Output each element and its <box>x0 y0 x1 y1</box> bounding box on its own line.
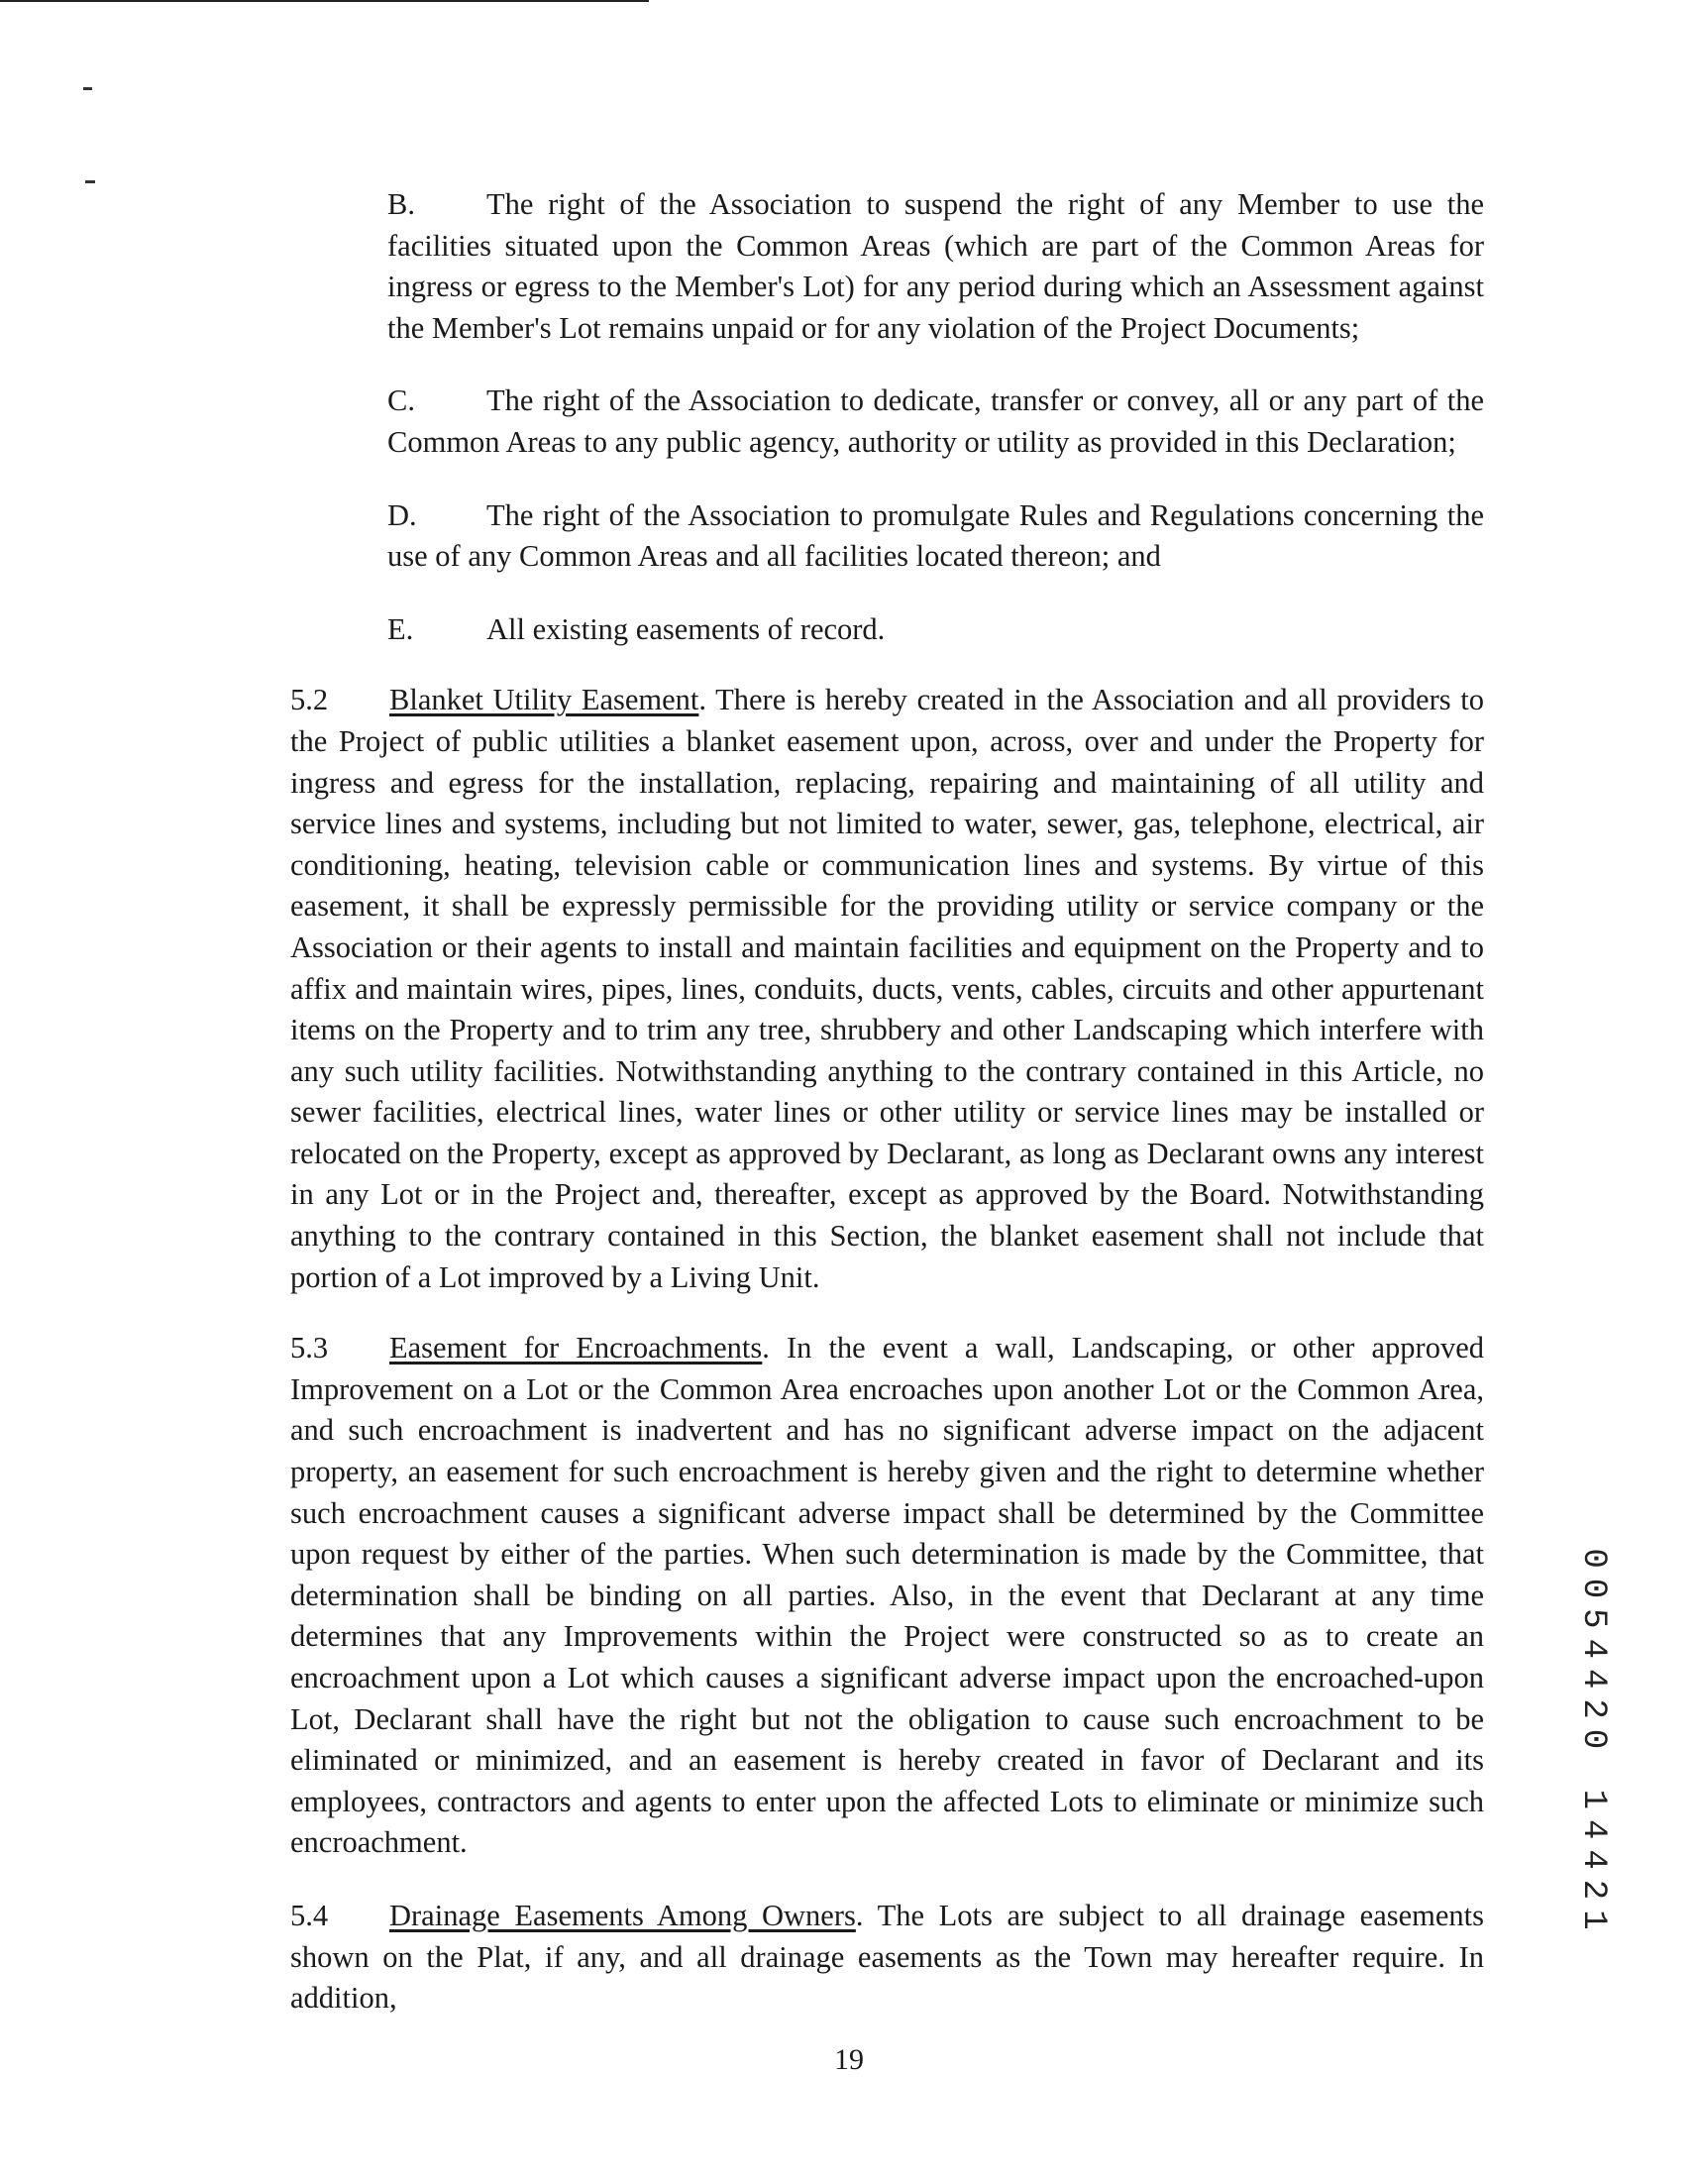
top-scan-rule <box>0 0 649 2</box>
paragraph-text: The right of the Association to promulgate Rules and Regulations concerning the use of any Common Areas and all facilities located thereon; and <box>387 497 1484 574</box>
paragraph-label: E. <box>387 611 414 646</box>
document-number-stamp: 0054420 14421 <box>1574 1548 1612 1940</box>
section-text: . In the event a wall, Landscaping, or other approved Improvement on a Lot or the Common Area encroaches upon another Lot or the Common Area, and such encroachment is inadvertent and has no significant adverse impact on the adjacent property, an easement for such encroachment is hereby given and the right to determine whether such encroachment causes a significant adverse impact shall be determined by the Committee upon request by either of the parties. When such determination is made by the Committee, that determination shall be binding on all parties. Also, in the event that Declarant at any time determines that any Improvements within the Project were constructed so as to create an encroachment upon a Lot which causes a significant adverse impact upon the encroached-upon Lot, Declarant shall have the right but not the obligation to cause such encroachment to be eliminated or minimized, and an easement is hereby created in favor of Declarant and its employees, contractors and agents to enter upon the affected Lots to eliminate or minimize such encroachment. <box>290 1331 1484 1860</box>
paragraph-text: All existing easements of record. <box>486 611 886 646</box>
section-heading: Easement for Encroachments <box>389 1331 763 1365</box>
scan-mark <box>83 87 92 90</box>
section-number: 5.3 <box>290 1331 329 1365</box>
page-number: 19 <box>834 2043 864 2076</box>
section-heading: Blanket Utility Easement <box>389 683 699 717</box>
section-5-3 <box>191 1328 1484 1864</box>
paragraph-e <box>191 609 1484 651</box>
paragraph-label: B. <box>387 187 415 221</box>
paragraph-c <box>191 381 1484 463</box>
section-5-2 <box>191 680 1484 1298</box>
paragraph-label: D. <box>387 497 417 532</box>
section-text: . The Lots are subject to all drainage easements shown on the Plat, if any, and all drainage easements as the Town may hereafter require. In addition, <box>290 1898 1484 2016</box>
paragraph-text: The right of the Association to suspend the right of any Member to use the facilities situated upon the Common Areas (which are part of the Common Areas for ingress or egress to the Member's Lot) for any period during which an Assessment against the Member's Lot remains unpaid or for any violation of the Project Documents; <box>387 187 1484 345</box>
paragraph-label: C. <box>387 383 415 418</box>
paragraph-d <box>191 495 1484 578</box>
section-number: 5.4 <box>290 1898 329 1932</box>
section-heading: Drainage Easements Among Owners <box>389 1898 856 1932</box>
section-number: 5.2 <box>290 683 329 717</box>
section-5-4 <box>191 1896 1484 2020</box>
section-text: . There is hereby created in the Association and all providers to the Project of public utilities a blanket easement upon, across, over and under the Property for ingress and egress for the installation, replacing, repairing and maintaining of all utility and service lines and systems, including but not limited to water, sewer, gas, telephone, electrical, air conditioning, heating, television cable or communication lines and systems. By virtue of this easement, it shall be expressly permissible for the providing utility or service company or the Association or their agents to install and maintain facilities and equipment on the Property and to affix and maintain wires, pipes, lines, conduits, ducts, vents, cables, circuits and other appurtenant items on the Property and to trim any tree, shrubbery and other Landscaping which interfere with any such utility facilities. Notwithstanding anything to the contrary contained in this Article, no sewer facilities, electrical lines, water lines or other utility or service lines may be installed or relocated on the Property, except as approved by Declarant, as long as Declarant owns any interest in any Lot or in the Project and, thereafter, except as approved by the Board. Notwithstanding anything to the contrary contained in this Section, the blanket easement shall not include that portion of a Lot improved by a Living Unit. <box>290 683 1484 1294</box>
document-body <box>191 184 1484 2053</box>
paragraph-text: The right of the Association to dedicate, transfer or convey, all or any part of the Common Areas to any public agency, authority or utility as provided in this Declaration; <box>387 383 1484 459</box>
paragraph-b <box>191 184 1484 349</box>
scan-mark <box>85 180 95 183</box>
